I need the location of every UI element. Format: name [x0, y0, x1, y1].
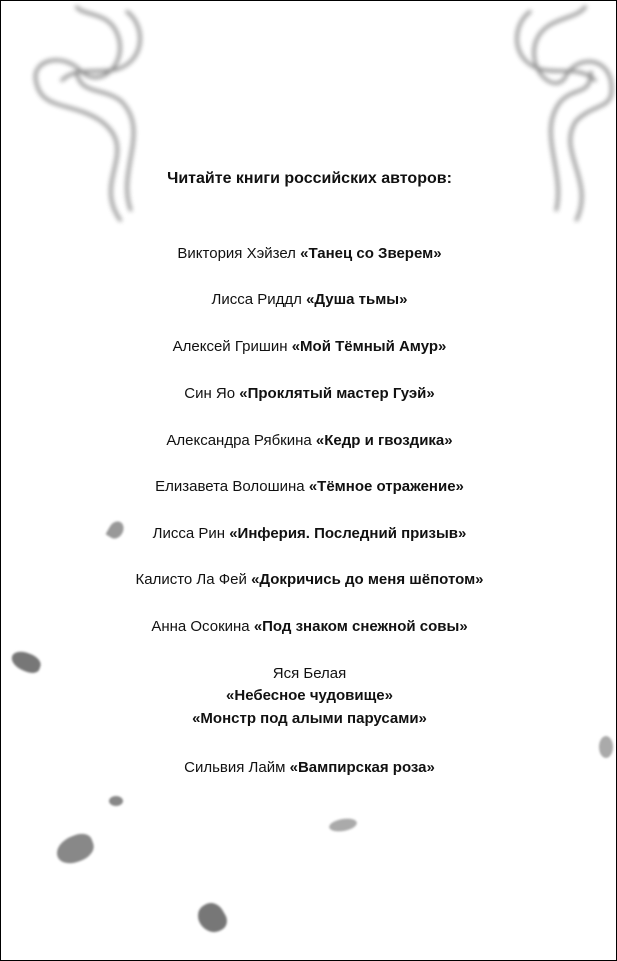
book-title: «Вампирская роза» — [289, 759, 435, 776]
book-author: Лисса Рин — [152, 525, 226, 542]
book-entry — [1, 478, 617, 496]
petal-decoration — [328, 817, 358, 834]
book-author: Анна Осокина — [151, 618, 250, 635]
book-entry — [1, 385, 617, 403]
book-entry — [1, 291, 617, 309]
book-author: Александра Рябкина — [166, 432, 312, 449]
book-author: Елизавета Волошина — [155, 478, 305, 495]
smoke-decoration-left — [21, 1, 161, 231]
petal-decoration — [193, 899, 231, 938]
petal-decoration — [109, 796, 123, 806]
book-title: «Инферия. Последний призыв» — [229, 525, 467, 542]
book-entry — [1, 525, 617, 543]
book-title: «Кедр и гвоздика» — [315, 432, 453, 449]
book-title: «Под знаком снежной совы» — [253, 618, 468, 635]
book-author: Калисто Ла Фей — [135, 571, 247, 588]
book-title: «Проклятый мастер Гуэй» — [239, 385, 435, 402]
book-title: «Докричись до меня шёпотом» — [251, 571, 484, 588]
book-author: Сильвия Лайм — [184, 759, 286, 776]
book-author: Виктория Хэйзел — [177, 245, 296, 262]
book-author: Син Яо — [184, 385, 236, 402]
book-entry — [1, 432, 617, 450]
book-entry — [1, 245, 617, 263]
book-title: «Монстр под алыми парусами» — [192, 710, 427, 727]
petal-decoration — [599, 736, 613, 758]
book-author: Лисса Риддл — [211, 291, 302, 308]
book-entry — [1, 571, 617, 589]
smoke-decoration-right — [426, 1, 616, 231]
book-entry — [1, 338, 617, 356]
book-title: «Тёмное отражение» — [308, 478, 464, 495]
page-heading: Читайте книги российских авторов: — [167, 170, 452, 187]
petal-decoration — [53, 830, 98, 867]
book-entry — [1, 759, 617, 777]
book-title: «Мой Тёмный Амур» — [291, 338, 447, 355]
book-title: «Танец со Зверем» — [300, 245, 442, 262]
book-title: «Небесное чудовище» — [226, 687, 393, 704]
book-author: Яся Белая — [272, 665, 347, 682]
book-entry — [1, 618, 617, 636]
book-author: Алексей Гришин — [172, 338, 288, 355]
book-title: «Душа тьмы» — [306, 291, 408, 308]
